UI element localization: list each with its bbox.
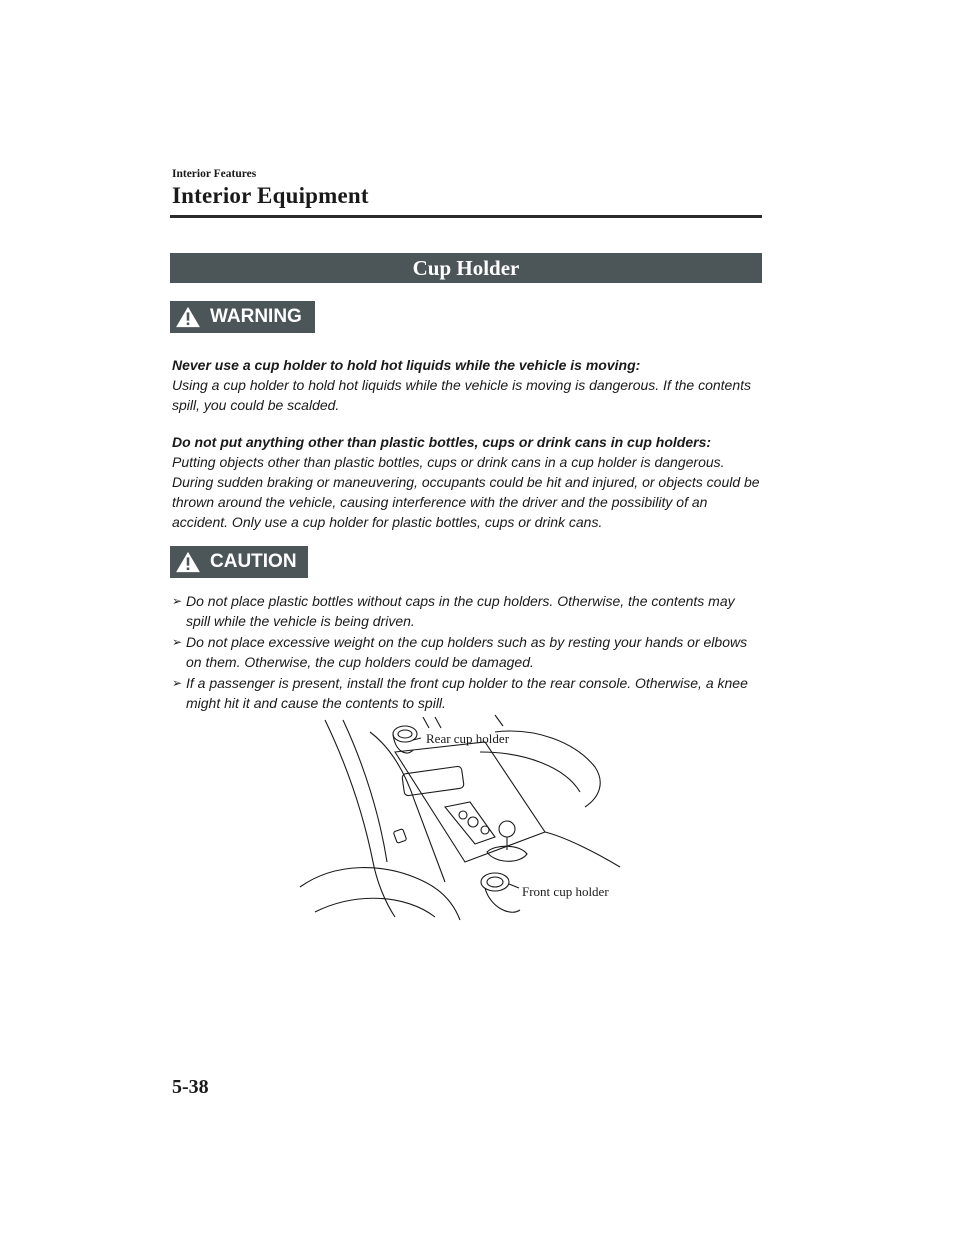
caution-badge	[170, 546, 308, 578]
caution-list	[172, 591, 762, 714]
front-cup-holder-label: Front cup holder	[522, 884, 609, 899]
chevron-right-icon: ➢	[172, 676, 183, 690]
header-rule	[170, 215, 762, 218]
caution-item: ➢ Do not place plastic bottles without caps in the cup holders. Otherwise, the contents may spill while the vehicle is being driven.	[172, 593, 735, 629]
warning-text-2: Putting objects other than plastic bottles, cups or drink cans in a cup holder is dangerous. During sudden braking or maneuvering, occupants could be hit and injured, or objects could be thrown around the vehicle, causing interference with the driver and the possibility of an accident. Only use a cup holder for plastic bottles, cups or drink cans.	[172, 454, 760, 530]
caution-item: ➢ If a passenger is present, install the front cup holder to the rear console. Otherwise, a knee might hit it and cause the contents to spill.	[172, 675, 748, 711]
warning-triangle-icon	[174, 551, 202, 573]
page-number: 5-38	[172, 1076, 209, 1098]
chapter-title: Interior Equipment	[172, 183, 369, 208]
warning-badge	[170, 301, 315, 333]
page-title: Cup Holder	[170, 253, 762, 283]
section-label: Interior Features	[172, 168, 257, 180]
warning-text-1: Using a cup holder to hold hot liquids while the vehicle is moving is dangerous. If the contents spill, you could be scalded.	[172, 377, 752, 413]
warning-triangle-icon	[174, 306, 202, 328]
caution-badge-label: CAUTION	[210, 551, 297, 572]
chevron-right-icon: ➢	[172, 594, 183, 608]
rear-cup-holder-label: Rear cup holder	[426, 731, 510, 746]
warning-heading-2: Do not put anything other than plastic bottles, cups or drink cans in cup holders:	[172, 434, 712, 450]
warning-heading-1: Never use a cup holder to hold hot liquids while the vehicle is moving:	[172, 357, 641, 373]
caution-item: ➢ Do not place excessive weight on the cup holders such as by resting your hands or elbows on them. Otherwise, the cup holders could be damaged.	[172, 634, 748, 670]
chevron-right-icon: ➢	[172, 635, 183, 649]
warning-badge-label: WARNING	[210, 306, 302, 327]
